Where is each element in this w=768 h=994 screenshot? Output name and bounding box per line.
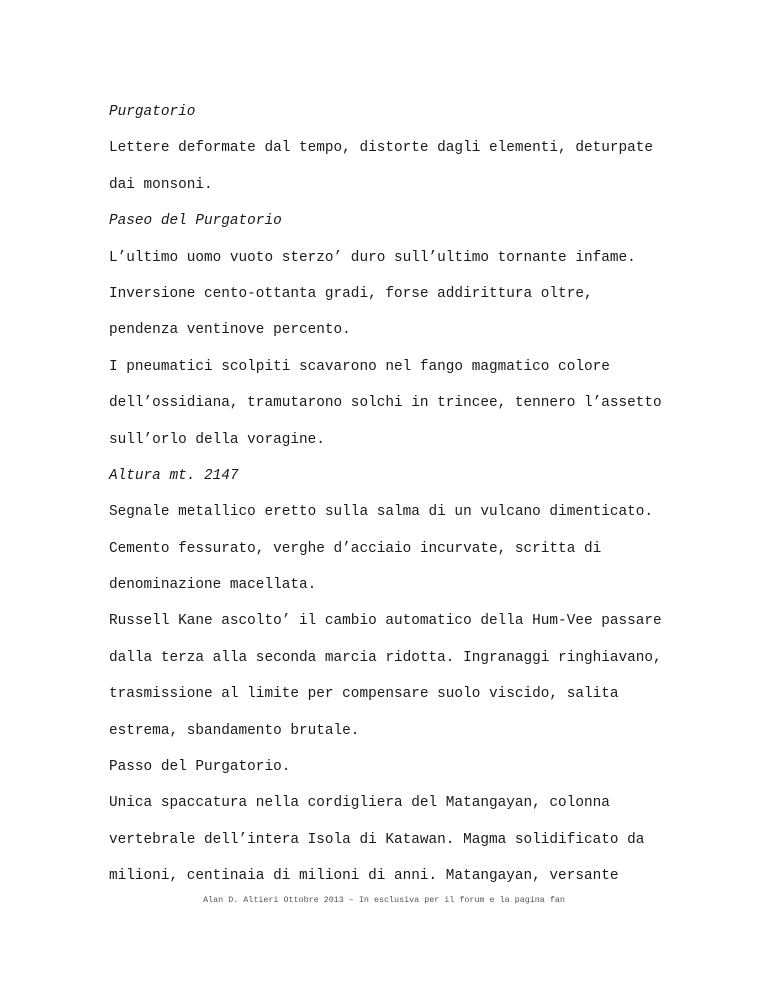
text-line: I pneumatici scolpiti scavarono nel fango magmatico colore bbox=[109, 358, 610, 375]
text-line: estrema, sbandamento brutale. bbox=[109, 722, 360, 739]
text-line: Cemento fessurato, verghe d’acciaio incurvate, scritta di bbox=[109, 540, 602, 557]
text-line: pendenza ventinove percento. bbox=[109, 322, 351, 339]
text-line: denominazione macellata. bbox=[109, 577, 317, 594]
text-line: trasmissione al limite per compensare suolo viscido, salita bbox=[109, 686, 619, 703]
page-footer: Alan D. Altieri Ottobre 2013 – In esclusiva per il forum e la pagina fan bbox=[203, 895, 565, 905]
text-line: Unica spaccatura nella cordigliera del Matangayan, colonna bbox=[109, 795, 610, 812]
document-body bbox=[109, 104, 709, 905]
section-heading: Paseo del Purgatorio bbox=[109, 213, 282, 230]
section-heading: Altura mt. 2147 bbox=[109, 467, 239, 484]
text-line: vertebrale dell’intera Isola di Katawan. Magma solidificato da bbox=[109, 831, 645, 848]
text-line: L’ultimo uomo vuoto sterzo’ duro sull’ultimo tornante infame. bbox=[109, 249, 636, 266]
text-line: Lettere deformate dal tempo, distorte dagli elementi, deturpate bbox=[109, 140, 654, 157]
text-line: milioni, centinaia di milioni di anni. Matangayan, versante bbox=[109, 868, 619, 885]
text-line: dalla terza alla seconda marcia ridotta. Ingranaggi ringhiavano, bbox=[109, 649, 662, 666]
text-line: Inversione cento-ottanta gradi, forse addirittura oltre, bbox=[109, 285, 593, 302]
text-line: Russell Kane ascolto’ il cambio automatico della Hum-Vee passare bbox=[109, 613, 662, 630]
text-line: dell’ossidiana, tramutarono solchi in trincee, tennero l’assetto bbox=[109, 395, 662, 412]
section-heading: Purgatorio bbox=[109, 104, 196, 120]
text-line: Passo del Purgatorio. bbox=[109, 759, 291, 776]
text-line: Segnale metallico eretto sulla salma di un vulcano dimenticato. bbox=[109, 504, 654, 521]
text-line: sull’orlo della voragine. bbox=[109, 431, 325, 448]
text-line: dai monsoni. bbox=[109, 176, 213, 193]
